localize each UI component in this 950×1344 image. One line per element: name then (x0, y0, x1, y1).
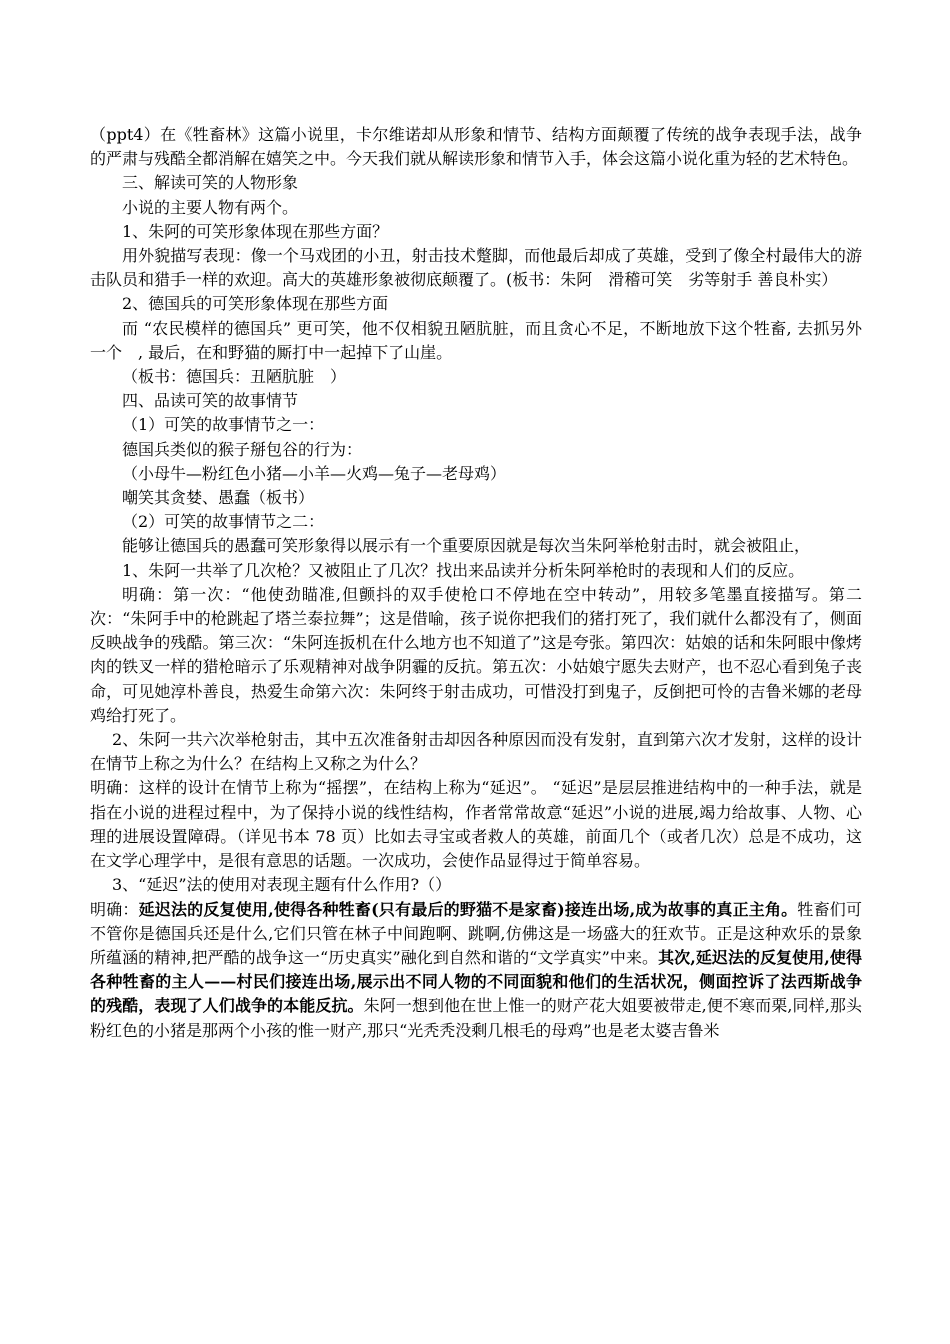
paragraph: 嘲笑其贪婪、愚蠢（板书） (122, 488, 315, 508)
board-note: （板书：德国兵：丑陋肮脏 ） (122, 367, 347, 387)
answer-text: 牲畜们可不管你是德国兵还是什么,它们只管在林子中间跑啊、跳啊,仿佛这是一场盛大的狂欢节。正是这种欢乐的景象所蕴涵的精神,把严酷的战争这一“历史真实”融化到自然和谐的“文学真实”中来。 (90, 899, 862, 967)
question-1: 1、朱阿的可笑形象体现在那些方面？ (122, 221, 389, 241)
answer-paragraph: 明确：这样的设计在情节上称为“摇摆”，在结构上称为“延迟”。 “延迟”是层层推进结构中的一种手法，就是指在小说的进程过程中，为了保持小说的线性结构，作者常常故意“延迟”小说的进展,竭力给故事、人物、心理的进展设置障碍。（详见书本 78 页）比如去寻宝或者救人的英雄，前面几个（或者几次）总是不成功，这在文学心理学中，是很有意思的话题。一次成功，会使作品显得过于简单容易。 (90, 778, 862, 871)
answer-text: 朱阿一想到他在世上惟一的财产花大姐要被带走,便不寒而栗,同样,那头粉红色的小猪是那两个小孩的惟一财产,那只“光秃秃没剩几根毛的母鸡”也是老太婆吉鲁米 (90, 996, 862, 1040)
paragraph-intro: （ppt4）在《牲畜林》这篇小说里，卡尔维诺却从形象和情节、结构方面颠覆了传统的战争表现手法，战争的严肃与残酷全都消解在嬉笑之中。今天我们就从解读形象和情节入手，体会这篇小说化重为轻的艺术特色。 (90, 125, 862, 169)
section-heading-3: 三、解读可笑的人物形象 (122, 173, 299, 193)
question: 1、朱阿一共举了几次枪？又被阻止了几次？找出来品读并分析朱阿举枪时的表现和人们的反应。 (122, 560, 805, 580)
paragraph: 用外貌描写表现：像一个马戏团的小丑，射击技术蹩脚，而他最后却成了英雄，受到了像全村最伟大的游击队员和猎手一样的欢迎。高大的英雄形象被彻底颠覆了。(板书：朱阿 滑稽可笑 劣等射手 善良朴实） (90, 246, 862, 290)
section-heading-4: 四、品读可笑的故事情节 (122, 391, 299, 411)
question-2: 2、德国兵的可笑形象体现在那些方面 (122, 294, 389, 314)
answer-label: 明确： (90, 899, 139, 919)
bold-point-2: 其次,延迟法的反复使用,使得各种牲畜的主人——村民们接连出场,展示出不同人物的不同面貌和他们的生活状况，侧面控诉了法西斯战争的残酷，表现了人们战争的本能反抗。 (90, 947, 862, 1016)
paragraph: （小母牛—粉红色小猪—小羊—火鸡—兔子—老母鸡） (122, 463, 507, 483)
answer-paragraph (90, 898, 862, 1043)
question: 3、“延迟”法的使用对表现主题有什么作用?（） (112, 875, 452, 895)
question: 2、朱阿一共六次举枪射击，其中五次准备射击却因各种原因而没有发射，直到第六次才发射，这样的设计在情节上称之为什么？在结构上又称之为什么？ (90, 730, 862, 774)
sub-heading-2: （2）可笑的故事情节之二： (122, 512, 325, 532)
sub-heading-1: （1）可笑的故事情节之一： (122, 415, 325, 435)
paragraph: 能够让德国兵的愚蠢可笑形象得以展示有一个重要原因就是每次当朱阿举枪射击时，就会被阻止， (122, 536, 811, 556)
answer-paragraph: 明确：第一次：“他使劲瞄准,但颤抖的双手使枪口不停地在空中转动”，用较多笔墨直接描写。第二次：“朱阿手中的枪跳起了塔兰泰拉舞”；这是借喻，孩子说你把我们的猪打死了，我们就什么都没有了，侧面反映战争的残酷。第三次：“朱阿连扳机在什么地方也不知道了”这是夸张。第四次：姑娘的话和朱阿眼中像烤肉的铁叉一样的猎枪暗示了乐观精神对战争阴霾的反抗。第五次：小姑娘宁愿失去财产，也不忍心看到兔子丧命，可见她淳朴善良，热爱生命第六次：朱阿终于射击成功，可惜没打到鬼子，反倒把可怜的吉鲁米娜的老母鸡给打死了。 (90, 584, 862, 725)
paragraph: 小说的主要人物有两个。 (122, 197, 299, 217)
paragraph: 而 “农民模样的德国兵” 更可笑，他不仅相貌丑陋肮脏，而且贪心不足，不断地放下这个牲畜, 去抓另外一个 , 最后，在和野猫的厮打中一起掉下了山崖。 (90, 318, 862, 362)
bold-point-1: 延迟法的反复使用,使得各种牲畜(只有最后的野猫不是家畜)接连出场,成为故事的真正主角。 (138, 899, 798, 919)
paragraph: 德国兵类似的猴子掰包谷的行为： (122, 439, 363, 459)
